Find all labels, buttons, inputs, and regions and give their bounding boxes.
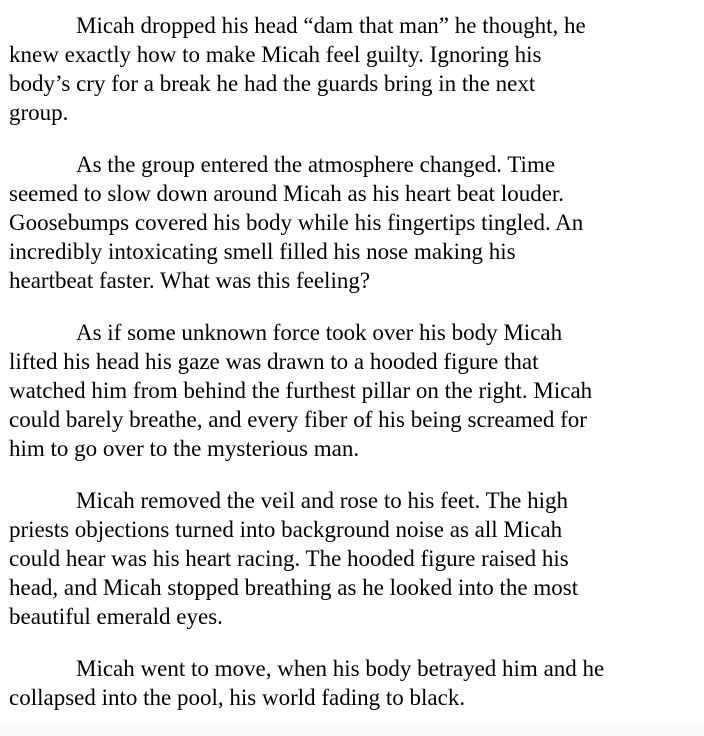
text-line: Micah went to move, when his body betrayed him and he [76,656,605,681]
paragraph-2 [9,150,698,295]
text-line: As if some unknown force took over his body Micah [76,320,563,345]
text-line: seemed to slow down around Micah as his heart beat louder. [9,181,565,206]
text-line: Micah removed the veil and rose to his feet. The high [76,488,569,513]
text-line: head, and Micah stopped breathing as he looked into the most [9,575,579,600]
text-line: incredibly intoxicating smell filled his nose making his [9,239,516,264]
paragraph-1 [9,11,698,127]
text-line: lifted his head his gaze was drawn to a hooded figure that [9,349,539,374]
text-line: group. [9,100,69,125]
text-line: could barely breathe, and every fiber of his being screamed for [9,407,587,432]
text-line: knew exactly how to make Micah feel guilty. Ignoring his [9,42,542,67]
paragraph-4 [9,486,698,631]
text-line: priests objections turned into background noise as all Micah [9,517,563,542]
text-line: Micah dropped his head “dam that man” he thought, he [76,13,586,38]
text-line: body’s cry for a break he had the guards bring in the next [9,71,536,96]
text-line: Goosebumps covered his body while his fingertips tingled. An [9,210,584,235]
text-line: collapsed into the pool, his world fading to black. [9,685,466,710]
text-line: beautiful emerald eyes. [9,604,223,629]
paragraph-5 [9,654,698,712]
text-line: could hear was his heart racing. The hooded figure raised his [9,546,569,571]
page-bottom-divider [0,723,704,736]
paragraph-3 [9,318,698,463]
text-line: him to go over to the mysterious man. [9,436,360,461]
text-line: As the group entered the atmosphere changed. Time [76,152,556,177]
text-line: watched him from behind the furthest pillar on the right. Micah [9,378,593,403]
text-line: heartbeat faster. What was this feeling? [9,268,371,293]
